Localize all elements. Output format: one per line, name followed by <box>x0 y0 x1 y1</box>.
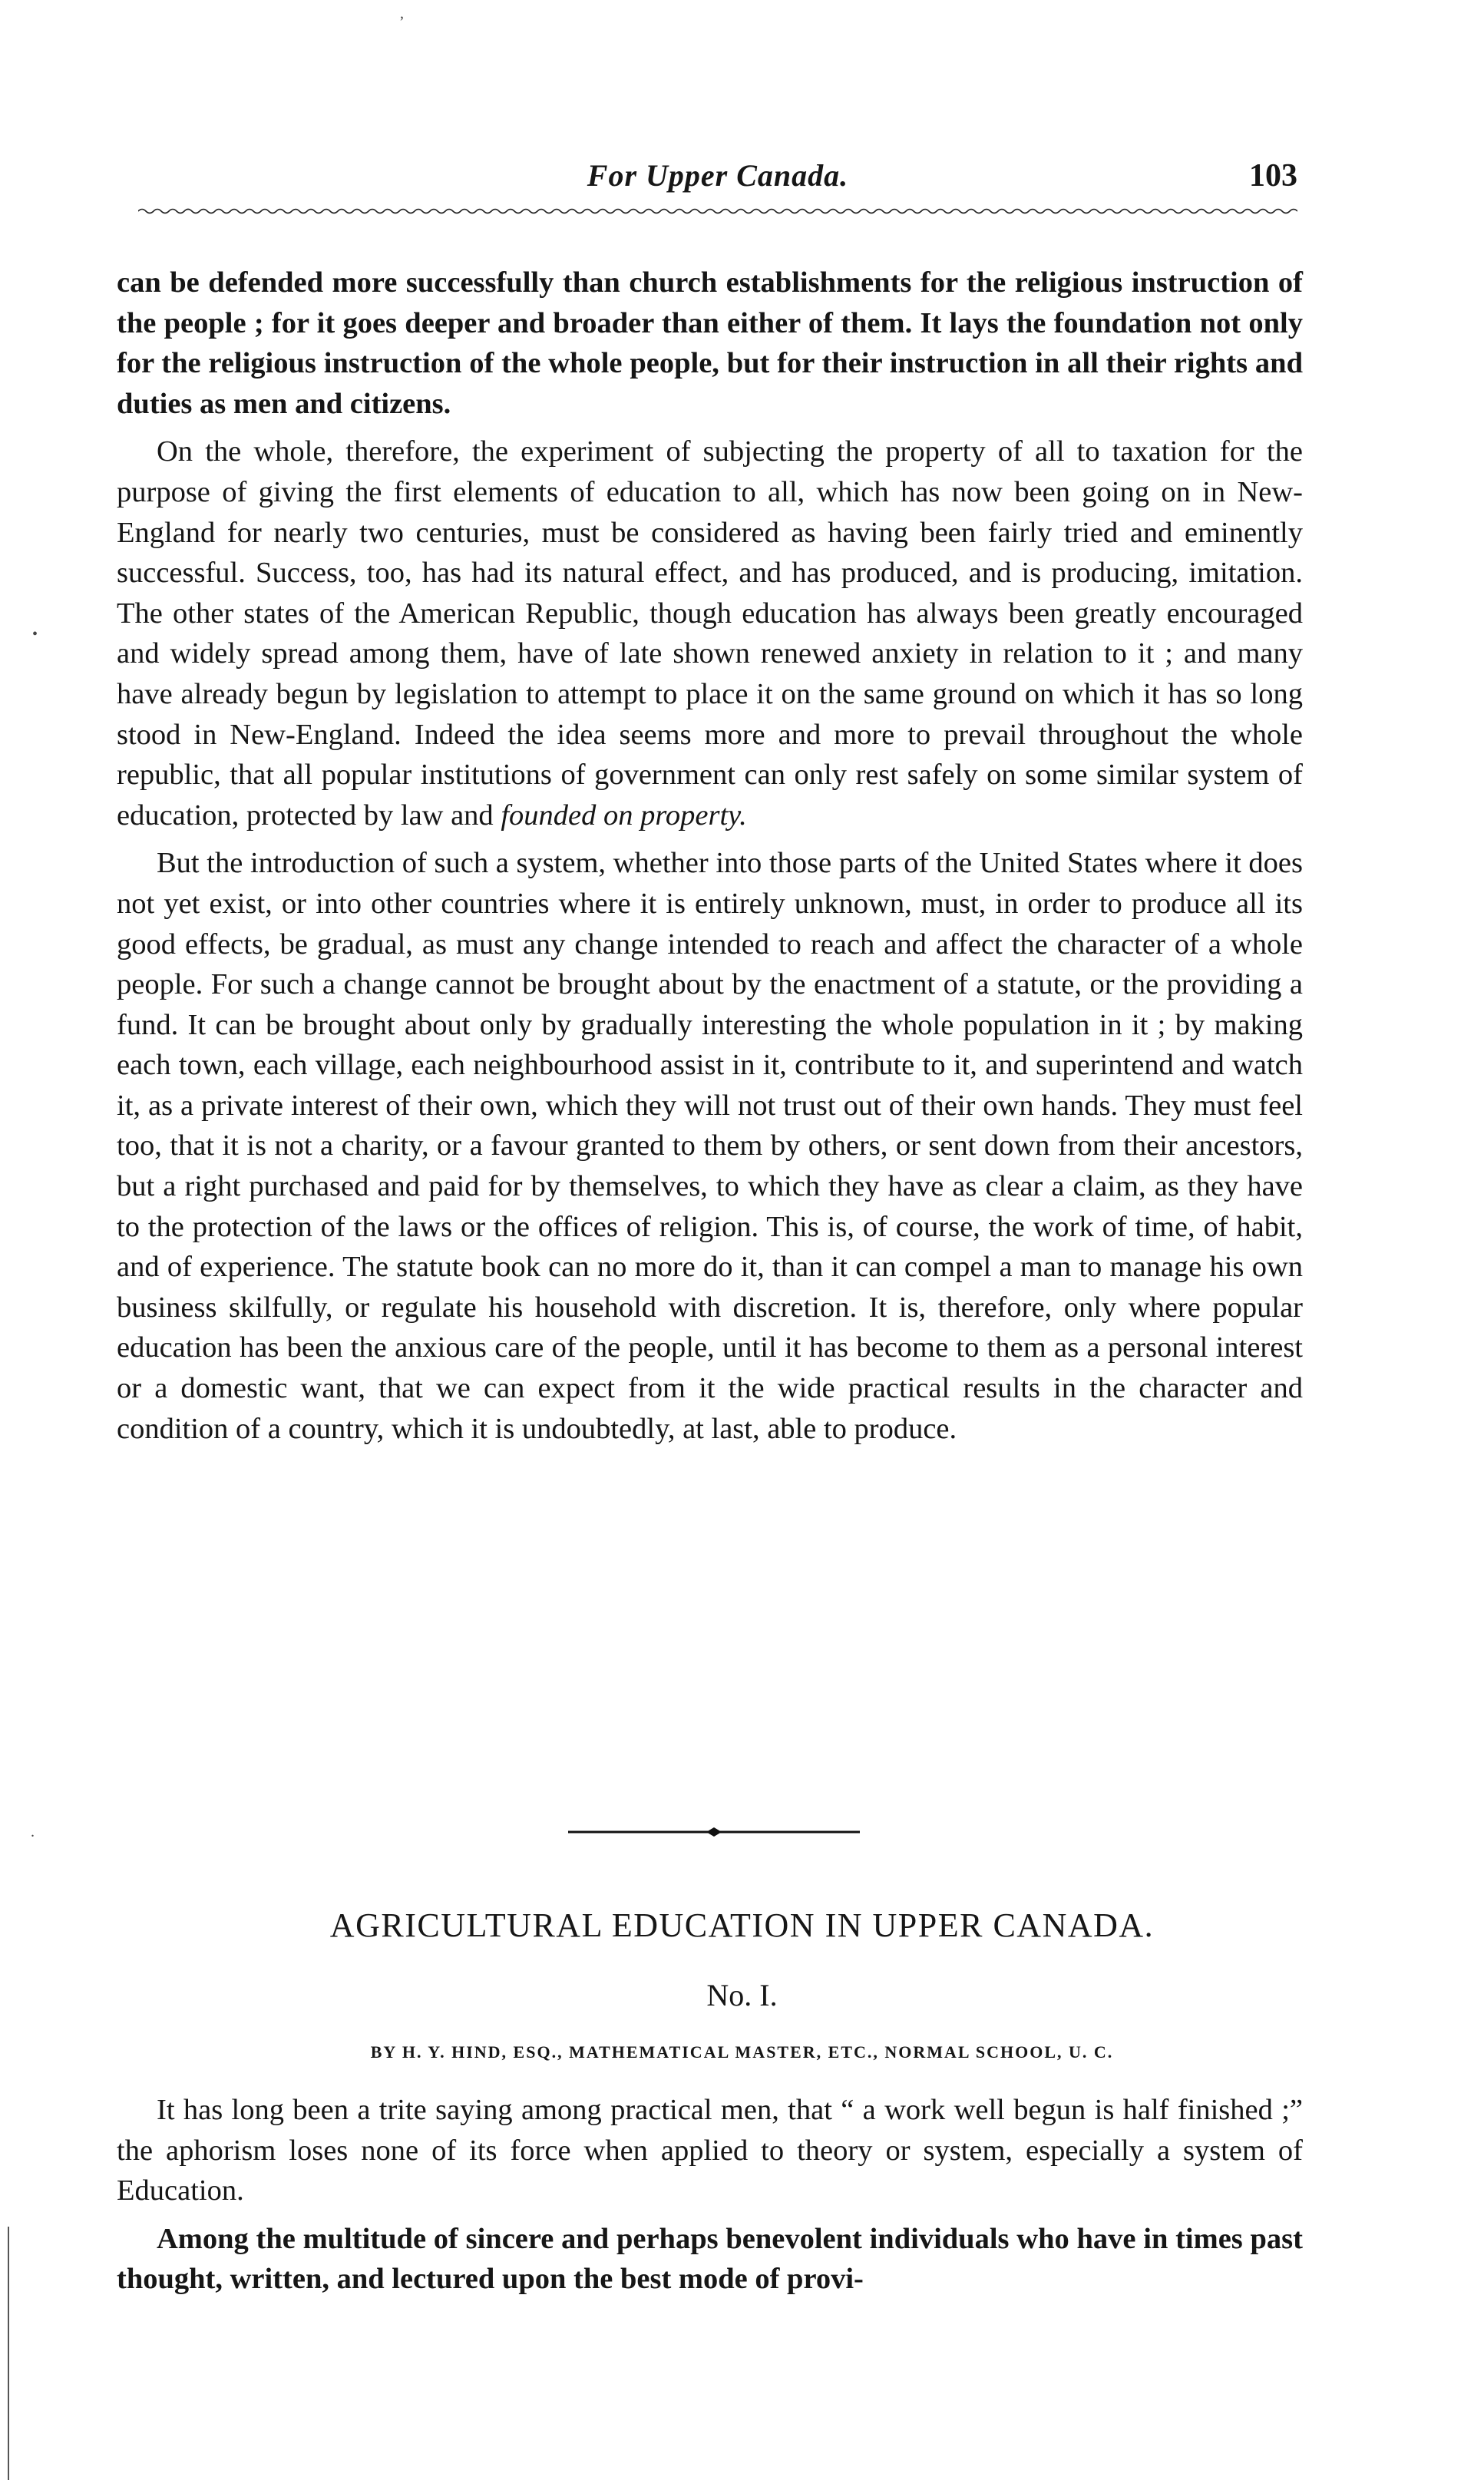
page-number: 103 <box>1249 158 1297 193</box>
running-title: For Upper Canada. <box>587 158 849 193</box>
margin-line <box>8 2227 9 2480</box>
article-paragraph-2: Among the multitude of sincere and perhaps benevolent individuals who have in times past thought, written, and lectured upon the best mode of provi- <box>117 2222 1303 2296</box>
paragraph-3: But the introduction of such a system, whether into those parts of the United States where it does not yet exist, or into other countries where it is entirely unknown, must, in order to produce all its good effects, be gradual, as must any change intended to reach and affect the character of a whole people. For such a change cannot be brought about by the enactment of a statute, or the providing a fund. It can be brought about only by gradually interesting the whole population in it ; by making each town, each village, each neighbourhood assist in it, contribute to it, and superintend and watch it, as a private interest of their own, which they will not trust out of their own hands. They must feel too, that it is not a charity, or a favour granted to them by others, or sent down from their ancestors, but a right purchased and paid for by themselves, to which they have as clear a claim, as they have to the protection of the laws or the offices of religion. This is, of course, the work of time, of habit, and of experience. The statute book can no more do it, than it can compel a man to manage his own business skilfully, or regulate his household with discretion. It is, therefore, only where popular education has been the anxious care of the people, until it has become to them as a personal interest or a domestic want, that we can expect from it the wide practical results in the character and condition of a country, which it is undoubtedly, at last, able to produce. <box>117 847 1303 1445</box>
paragraph-2 <box>117 432 1303 835</box>
header-rule <box>138 207 1297 215</box>
running-head <box>138 157 1297 203</box>
article-byline: BY H. Y. HIND, ESQ., MATHEMATICAL MASTER, ETC., NORMAL SCHOOL, U. C. <box>370 2042 1114 2062</box>
paragraph-1: can be defended more successfully than church establishments for the religious instruction of the people ; for it goes deeper and broader than either of them. It lays the foundation not only for the religious instruction of the whole people, but for their instruction in all their rights and duties as men and citizens. <box>117 266 1303 420</box>
article-paragraph-1: It has long been a trite saying among practical men, that “ a work well begun is half finished ;” the aphorism loses none of its force when applied to theory or system, especially a system of Education. <box>117 2094 1303 2207</box>
article-title: AGRICULTURAL EDUCATION IN UPPER CANADA. <box>329 1906 1155 1944</box>
margin-mark-low: . <box>31 1824 35 1840</box>
section-separator <box>568 1826 860 1838</box>
article-continuation <box>117 263 1303 1457</box>
article-body <box>117 2090 1303 2307</box>
paragraph-2-text: On the whole, therefore, the experiment of subjecting the property of all to taxation for the purpose of giving the first elements of education to all, which has now been going on in New-England for nearly two centuries, must be considered as having been fairly tried and eminently successful. Success, too, has had its natural effect, and has produced, and is producing, imitation. The other states of the American Republic, though education has always been greatly encouraged and widely spread among them, have of late shown renewed anxiety in relation to it ; and many have already begun by legislation to attempt to place it on the same ground on which it has so long stood in New-England. Indeed the idea seems more and more to prevail throughout the whole republic, that all popular institutions of government can only rest safely on some similar system of education, protected by law and <box>117 435 1303 832</box>
paragraph-2-italic: founded on property. <box>501 799 747 832</box>
margin-mark-mid: • <box>32 626 38 643</box>
article-number: No. I. <box>706 1978 778 2012</box>
margin-mark-top: ʼ <box>399 14 405 31</box>
